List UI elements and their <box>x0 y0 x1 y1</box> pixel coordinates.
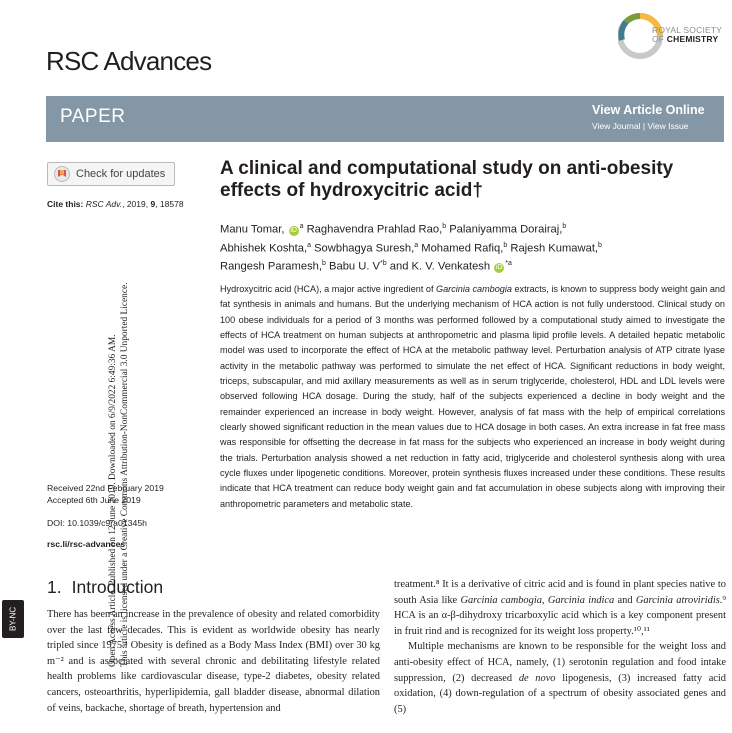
article-type-label: PAPER <box>60 106 126 127</box>
check-for-updates-label: Check for updates <box>76 168 166 180</box>
citation-volume: 9 <box>150 199 156 209</box>
section-number: 1. <box>47 577 62 597</box>
citation-prefix: Cite this: <box>47 199 86 209</box>
author-affiliation: b <box>598 241 602 249</box>
crossmark-icon <box>54 166 70 182</box>
species-name: Garcinia atroviridis <box>635 594 720 606</box>
view-issue-link[interactable]: View Issue <box>647 121 689 131</box>
author-name[interactable]: Abhishek Koshta, <box>220 242 308 255</box>
body-column-left: There has been an increase in the prevalence of obesity and related comorbidity over the last few decades. This is evident as worldwide obesity has nearly tripled since 1975.¹ Obesity is defined as a Body Mass Index (BMI) over 30 kg m⁻² and is associated with several chronic and debilitating lifestyle related health problems like cardiovascular disease, type-2 diabetes, obesity related cancers, osteoarthritis, hyperlipidemia, gall bladder disease, abnormal dilation of veins, backache, shortage of breath, hypertension and <box>47 609 380 714</box>
body-column-right <box>394 577 726 717</box>
citation-details: , 2019, <box>122 199 151 209</box>
doi[interactable]: DOI: 10.1039/c9ra01345h <box>47 518 147 528</box>
logo-line-1: ROYAL SOCIETY <box>652 25 723 35</box>
author-affiliation: b <box>562 223 567 230</box>
paragraph <box>394 639 726 717</box>
author-name[interactable]: and K. V. Venkatesh <box>386 261 491 274</box>
author-name[interactable]: Rangesh Paramesh, <box>220 261 322 274</box>
author-list <box>220 219 725 275</box>
section-heading <box>47 577 163 598</box>
link-separator: | <box>640 121 648 131</box>
author-affiliation: a <box>299 223 304 230</box>
author-name[interactable]: Babu U. V <box>325 261 381 274</box>
species-name: Garcinia indica <box>547 594 615 606</box>
author-affiliation: a <box>414 241 419 249</box>
orcid-icon[interactable]: iD <box>290 226 297 234</box>
author-name[interactable]: Rajesh Kumawat, <box>507 242 599 255</box>
paragraph-text: and <box>614 594 636 606</box>
paragraph-text: .⁹ HCA is an α-β-dihydroxy tricarboxylic acid which is a key component present in fruit rind and is recognized for its weight loss property.¹⁰,¹¹ <box>394 594 726 637</box>
paragraph-text: Multiple mechanisms are known to be responsible for the weight loss and anti-obesity effect of HCA, namely, (1) serotonin regulation and food intake suppression, (2) decreased <box>394 641 726 684</box>
logo-line-3: CHEMISTRY <box>666 34 719 44</box>
paragraph-text: , <box>541 594 548 606</box>
abstract-text: extracts, is known to suppress body weight gain and fat synthesis in animals and humans. But the underlying mechanism of HCA action is not fully understood. Clinical study on 100 obese individuals for a period of 3 months was performed followed by a computational study aimed to investigate the effects of HCA treatment on human subjects at anthropometric and plasma lipid profile levels. A detailed hepatic metabolic model was used to incorporate the effect of HCA at the metabolic pathway level. Perturbation analysis of ATP citrate lyase activity in the metabolic pathway was performed to simulate the net effect of HCA. Significant reductions in body weight, triceps, subscapular, and mid axillary measurements as well as in serum triglyceride, cholesterol, HDL and LDL levels were observed following HCA dosage. During the study, half of the subjects experienced a decline in body weight and the remainder experienced an increase in body weight. However, analysis of fat mass with the help of empirical correlations clearly showed significant reduction in the mean values due to HCA dosage in both cases. An extra increase in fat free mass was responsible for offsetting the decrease in fat mass for the subjects who experienced an increase in body weight during the trials. Perturbation analysis showed a net reduction in fatty acid, triglyceride and cholesterol synthesis along with urea cycle fluxes under lipogenetic conditions. Moreover, protein synthesis fluxes increased under these conditions. These results indicate that HCA treatment can reduce body weight gain and fat accumulation in obese subjects along with improving their anthropometric parameters and metabolic state. <box>220 284 725 509</box>
author-affiliation: *a <box>505 260 512 268</box>
citation-pages: , 18578 <box>155 199 184 209</box>
author-affiliation: a <box>307 241 311 249</box>
logo-line-2: OF <box>652 34 665 44</box>
author-name[interactable]: Manu Tomar, <box>220 223 285 236</box>
cc-license-icon[interactable]: BY-NC <box>2 600 24 638</box>
citation <box>47 199 184 209</box>
abstract-species: Garcinia cambogia <box>436 284 512 294</box>
banner-links <box>592 121 688 131</box>
author-affiliation: b <box>503 241 508 249</box>
author-name[interactable]: Palaniyamma Dorairaj, <box>446 223 563 236</box>
check-for-updates-button[interactable] <box>47 162 175 186</box>
received-date: Received 22nd February 2019 <box>47 483 164 493</box>
author-affiliation: b <box>322 260 326 268</box>
article-title: A clinical and computational study on anti-obesity effects of hydroxycitric acid† <box>220 158 674 201</box>
latin-term: de novo <box>518 672 556 684</box>
citation-journal: RSC Adv. <box>85 199 123 209</box>
license-line-2[interactable]: This article is licensed under a Creative Commons Attribution-NonCommercial 3.0 Unported Licence. <box>120 282 130 667</box>
abstract <box>220 282 725 512</box>
rsc-logo-text <box>652 26 722 44</box>
author-affiliation: *b <box>380 260 387 268</box>
author-affiliation: b <box>442 223 447 230</box>
author-name[interactable]: Mohamed Rafiq, <box>418 242 504 255</box>
view-article-online-link[interactable]: View Article Online <box>592 103 705 117</box>
section-title: Introduction <box>71 577 164 597</box>
journal-title: RSC Advances <box>46 46 212 76</box>
author-name[interactable]: Raghavendra Prahlad Rao, <box>303 223 443 236</box>
paragraph-text: lipogenesis, (3) increased fatty acid oxidation, (4) down-regulation of a spectrum of obesity associated genes and (5) <box>394 672 727 715</box>
abstract-text: Hydroxycitric acid (HCA), a major active ingredient of <box>220 284 437 294</box>
accepted-date: Accepted 6th June 2019 <box>47 495 141 505</box>
orcid-icon[interactable]: iD <box>495 264 503 272</box>
species-name: Garcinia cambogia <box>460 594 542 606</box>
journal-short-link[interactable]: rsc.li/rsc-advances <box>47 539 126 549</box>
view-journal-link[interactable]: View Journal <box>592 121 641 131</box>
license-line-1: Open Access Article. Published on 12 June 2019. Downloaded on 6/9/2022 6:49:36 AM. <box>108 334 118 667</box>
author-name[interactable]: Sowbhagya Suresh, <box>310 242 415 255</box>
paragraph-text: treatment.⁸ It is a derivative of citric acid and is found in plant species native to south Asia like <box>394 579 726 606</box>
